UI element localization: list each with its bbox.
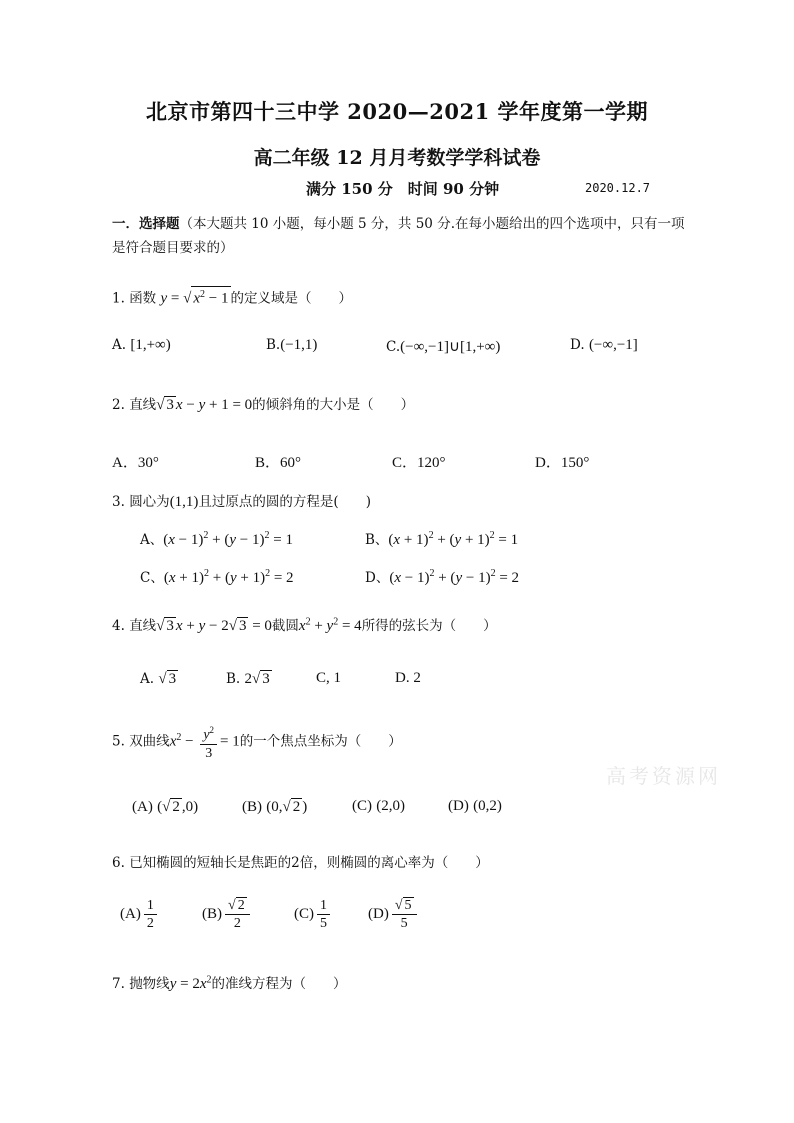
- question-text: 所得的弦长为（ ）: [361, 618, 497, 634]
- option-value: (0,2): [473, 798, 502, 814]
- option-label: A、: [140, 532, 164, 548]
- q6-option-d: (D) $\frac{√ 5}{5}$: [368, 897, 420, 932]
- question-number: 5.: [112, 733, 125, 750]
- q2-option-c: C．120°: [392, 455, 446, 471]
- option-label: (C): [294, 906, 314, 922]
- q1-option-c: C.(−∞,−1]∪[1,+∞): [386, 339, 501, 355]
- exam-date: 2020.12.7: [585, 181, 651, 195]
- option-label: (A): [132, 799, 153, 815]
- option-label: A.: [140, 671, 155, 687]
- option-value: (2,0): [376, 798, 406, 814]
- question-3: [112, 490, 371, 511]
- question-1: 1. 函数 y = √ $x^2 - 1$ 的定义域是（ ）: [112, 286, 352, 308]
- option-label: (B): [242, 799, 262, 815]
- exam-school-title: 北京市第四十三中学 2020—2021 学年度第一学期: [145, 99, 648, 124]
- question-text: 直线: [129, 397, 157, 413]
- q1-option-b: B.(−1,1): [266, 337, 318, 353]
- question-number: 7.: [112, 976, 125, 992]
- question-number: 4.: [112, 618, 125, 634]
- question-text: 的定义域是（ ）: [230, 290, 352, 307]
- question-text: 函数: [129, 290, 157, 307]
- q1-option-d: D. (−∞,−1]: [570, 337, 638, 353]
- q4-option-a: A. √ 3: [140, 671, 177, 687]
- question-number: 1.: [112, 290, 125, 307]
- section-heading: 一．选择题: [112, 216, 180, 232]
- q6-option-a: (A) $\frac{1}{2}$: [120, 897, 160, 932]
- question-text: 抛物线: [129, 976, 170, 992]
- exam-subject-title: 高二年级 12 月月考数学学科试卷: [253, 147, 541, 169]
- option-label: (D): [368, 906, 389, 922]
- q5-option-a: (A) (√ 2 ,0): [132, 799, 199, 815]
- question-text: 且过原点的圆的方程是( ): [198, 494, 371, 510]
- q6-option-b: (B) $\frac{√ 2}{2}$: [202, 897, 253, 932]
- question-5: 5. 双曲线$x^2$ − $\frac{y^2}{3}$ = 1的一个焦点坐标为（ ）: [112, 722, 402, 762]
- watermark: 高考资源网: [606, 764, 721, 788]
- question-text: 双曲线: [129, 733, 170, 750]
- question-7: 7. 抛物线$y = 2x^2$的准线方程为（ ）: [112, 974, 347, 992]
- question-text: 的一个焦点坐标为（ ）: [239, 733, 402, 750]
- q1-option-a: A. [1,+∞): [112, 337, 171, 353]
- question-4: 4. 直线√ 3 x + y − 2√ 3 = 0截圆$x^2 + y^2 = 4$所得的弦长为（ ）: [112, 616, 497, 634]
- question-text: 直线: [129, 618, 157, 634]
- option-label: C、: [140, 570, 164, 586]
- option-label: (B): [202, 906, 222, 922]
- question-text: 的准线方程为（ ）: [211, 976, 347, 992]
- question-number: 2.: [112, 397, 125, 413]
- q5-option-b: (B) (0,√ 2 ): [242, 799, 308, 815]
- question-number: 6.: [112, 855, 125, 871]
- q4-option-d: D. 2: [395, 670, 421, 686]
- q4-option-b: B. 2√ 3: [226, 671, 270, 687]
- option-label: (A): [120, 906, 141, 922]
- q5-option-d: [448, 798, 502, 815]
- question-number: 3.: [112, 494, 125, 510]
- option-label: B.: [226, 671, 241, 687]
- q4-option-c: C, 1: [316, 670, 342, 686]
- option-label: A.: [112, 337, 127, 353]
- exam-score-time: 满分 150 分 时间 90 分钟: [306, 180, 500, 198]
- circle-center: (1,1): [169, 494, 199, 510]
- q2-option-b: B．60°: [255, 455, 302, 471]
- option-label: B.: [266, 337, 281, 353]
- section-instructions-text: （本大题共 10 小题，每小题 5 分，共 50 分.在每小题给出的四个选项中，只有一项是符合题目要求的）: [112, 216, 685, 256]
- question-6: [112, 851, 489, 871]
- q6-option-c: (C) $\frac{1}{5}$: [294, 897, 333, 932]
- option-label: B、: [365, 532, 389, 548]
- q3-option-d: D、$(x - 1)^2 + (y - 1)^2 = 2$: [365, 568, 520, 586]
- question-text: 已知椭圆的短轴长是焦距的2倍，则椭圆的离心率为（ ）: [129, 855, 489, 871]
- q3-option-b: B、$(x + 1)^2 + (y + 1)^2 = 1$: [365, 530, 519, 548]
- option-label: D、: [365, 570, 390, 586]
- question-2: 2. 直线√ 3 x − y + 1 = 0的倾斜角的大小是（ ）: [112, 397, 415, 413]
- question-text: 截圆: [271, 618, 299, 634]
- option-label: C.: [386, 339, 401, 355]
- option-label: (C): [352, 798, 372, 814]
- q3-option-a: A、$(x - 1)^2 + (y - 1)^2 = 1$: [140, 530, 293, 548]
- option-label: D.: [570, 337, 585, 353]
- q2-option-d: D．150°: [535, 455, 590, 471]
- option-label: (D): [448, 798, 469, 814]
- q3-option-c: C、$(x + 1)^2 + (y + 1)^2 = 2$: [140, 568, 294, 586]
- q5-option-c: [352, 798, 405, 815]
- question-text: 的倾斜角的大小是（ ）: [252, 397, 415, 413]
- section-instructions: [112, 212, 692, 260]
- question-text: 圆心为: [129, 494, 170, 510]
- q2-option-a: A．30°: [112, 455, 159, 471]
